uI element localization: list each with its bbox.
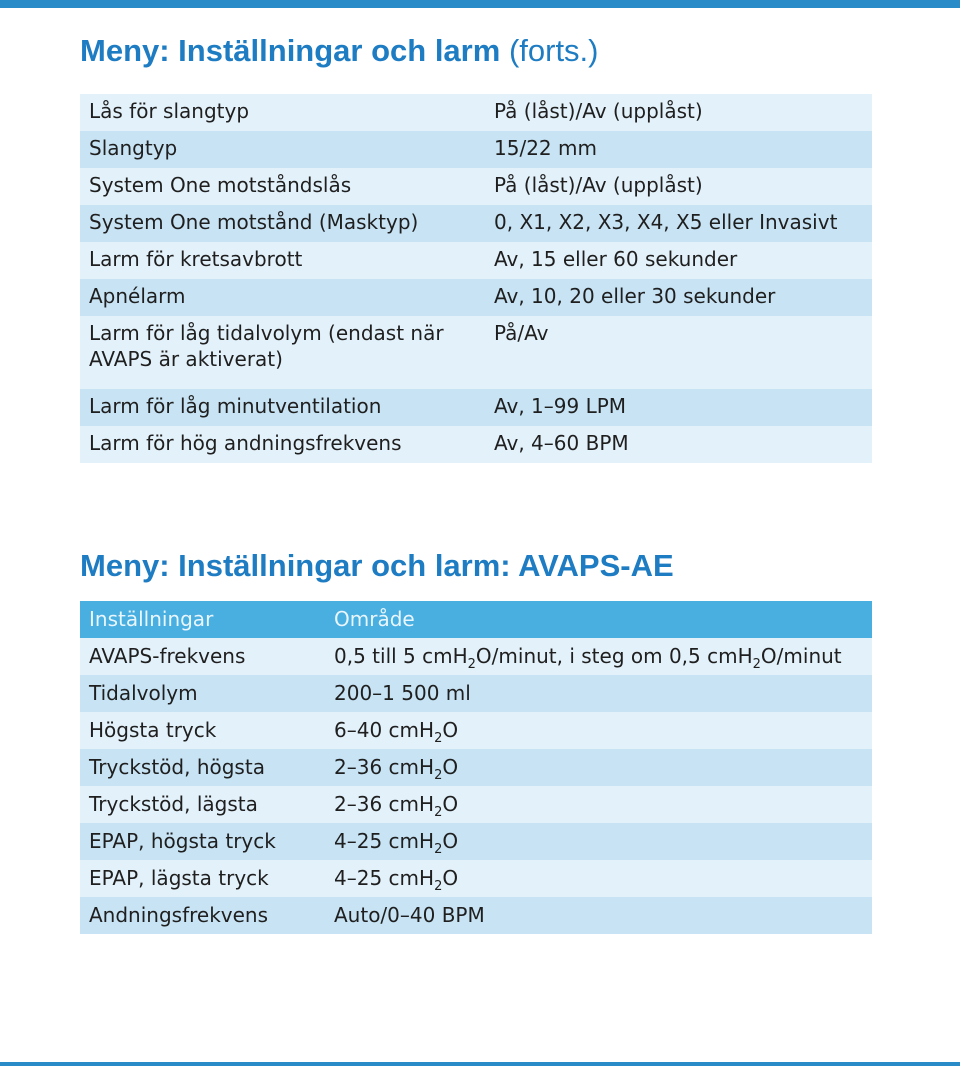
setting-label-multiline [80, 316, 485, 389]
value-subscript: 2 [434, 805, 443, 820]
setting-label: Lås för slangtyp [80, 94, 485, 131]
table-row [80, 786, 872, 823]
section-title-avaps-ae: Meny: Inställningar och larm: AVAPS-AE [80, 548, 674, 583]
table-row [80, 168, 872, 205]
setting-label: System One motstånd (Masktyp) [80, 205, 485, 242]
setting-value: På/Av [485, 316, 872, 389]
section-title-settings-alarms [80, 33, 599, 69]
setting-label: EPAP, högsta tryck [80, 823, 325, 860]
setting-value: 0, X1, X2, X3, X4, X5 eller Invasivt [485, 205, 872, 242]
table-row [80, 205, 872, 242]
table-row [80, 638, 872, 675]
value-text: O [442, 755, 459, 779]
value-subscript: 2 [434, 768, 443, 783]
table-row [80, 426, 872, 463]
value-text: O/minut [760, 644, 842, 668]
settings-alarms-table [80, 94, 872, 463]
column-header-settings: Inställningar [80, 601, 325, 638]
table-row [80, 94, 872, 131]
value-text: O [442, 829, 459, 853]
value-text: O [442, 792, 459, 816]
setting-label: Larm för kretsavbrott [80, 242, 485, 279]
setting-label-continued: AVAPS är aktiverat) [89, 347, 283, 371]
value-subscript: 2 [752, 657, 761, 672]
setting-label: System One motståndslås [80, 168, 485, 205]
column-header-range: Område [325, 601, 872, 638]
setting-value [325, 823, 872, 860]
setting-label: Tryckstöd, högsta [80, 749, 325, 786]
setting-label: Andningsfrekvens [80, 897, 325, 934]
setting-label: Tidalvolym [80, 675, 325, 712]
setting-label: Högsta tryck [80, 712, 325, 749]
table-header-row [80, 601, 872, 638]
setting-label: Tryckstöd, lägsta [80, 786, 325, 823]
setting-value [325, 860, 872, 897]
value-text: 4–25 cmH [334, 829, 435, 853]
setting-value [325, 712, 872, 749]
table-row [80, 675, 872, 712]
table-row [80, 242, 872, 279]
value-subscript: 2 [434, 879, 443, 894]
setting-value: Av, 4–60 BPM [485, 426, 872, 463]
section-title-text: Meny: Inställningar och larm [80, 33, 501, 68]
table-row [80, 279, 872, 316]
setting-value [325, 786, 872, 823]
setting-value: 15/22 mm [485, 131, 872, 168]
value-text: 200–1 500 ml [334, 681, 471, 705]
value-subscript: 2 [467, 657, 476, 672]
table-row [80, 389, 872, 426]
setting-value: På (låst)/Av (upplåst) [485, 94, 872, 131]
table-row [80, 712, 872, 749]
setting-value [325, 638, 872, 675]
value-text: O [442, 866, 459, 890]
setting-value: Av, 15 eller 60 sekunder [485, 242, 872, 279]
value-subscript: 2 [434, 842, 443, 857]
table-row [80, 749, 872, 786]
table-row [80, 131, 872, 168]
setting-value: På (låst)/Av (upplåst) [485, 168, 872, 205]
value-subscript: 2 [434, 731, 443, 746]
setting-label: Larm för låg minutventilation [80, 389, 485, 426]
value-text: 0,5 till 5 cmH [334, 644, 468, 668]
value-text: O [442, 718, 459, 742]
setting-label: Apnélarm [80, 279, 485, 316]
table-row [80, 823, 872, 860]
bottom-rule [0, 1062, 960, 1066]
avaps-ae-table [80, 601, 872, 934]
setting-label: EPAP, lägsta tryck [80, 860, 325, 897]
top-rule [0, 0, 960, 8]
value-text: 2–36 cmH [334, 755, 435, 779]
setting-label: AVAPS-frekvens [80, 638, 325, 675]
table-row [80, 897, 872, 934]
setting-value: Av, 1–99 LPM [485, 389, 872, 426]
value-text: 4–25 cmH [334, 866, 435, 890]
setting-value [325, 897, 872, 934]
setting-value [325, 749, 872, 786]
value-text: Auto/0–40 BPM [334, 903, 485, 927]
setting-label: Slangtyp [80, 131, 485, 168]
table-row [80, 316, 872, 389]
setting-value: Av, 10, 20 eller 30 sekunder [485, 279, 872, 316]
value-text: 2–36 cmH [334, 792, 435, 816]
value-text: 6–40 cmH [334, 718, 435, 742]
setting-value [325, 675, 872, 712]
setting-label: Larm för låg tidalvolym (endast när [89, 321, 444, 345]
section-title-suffix: (forts.) [508, 33, 599, 68]
value-text: O/minut, i steg om 0,5 cmH [475, 644, 753, 668]
setting-label: Larm för hög andningsfrekvens [80, 426, 485, 463]
table-row [80, 860, 872, 897]
